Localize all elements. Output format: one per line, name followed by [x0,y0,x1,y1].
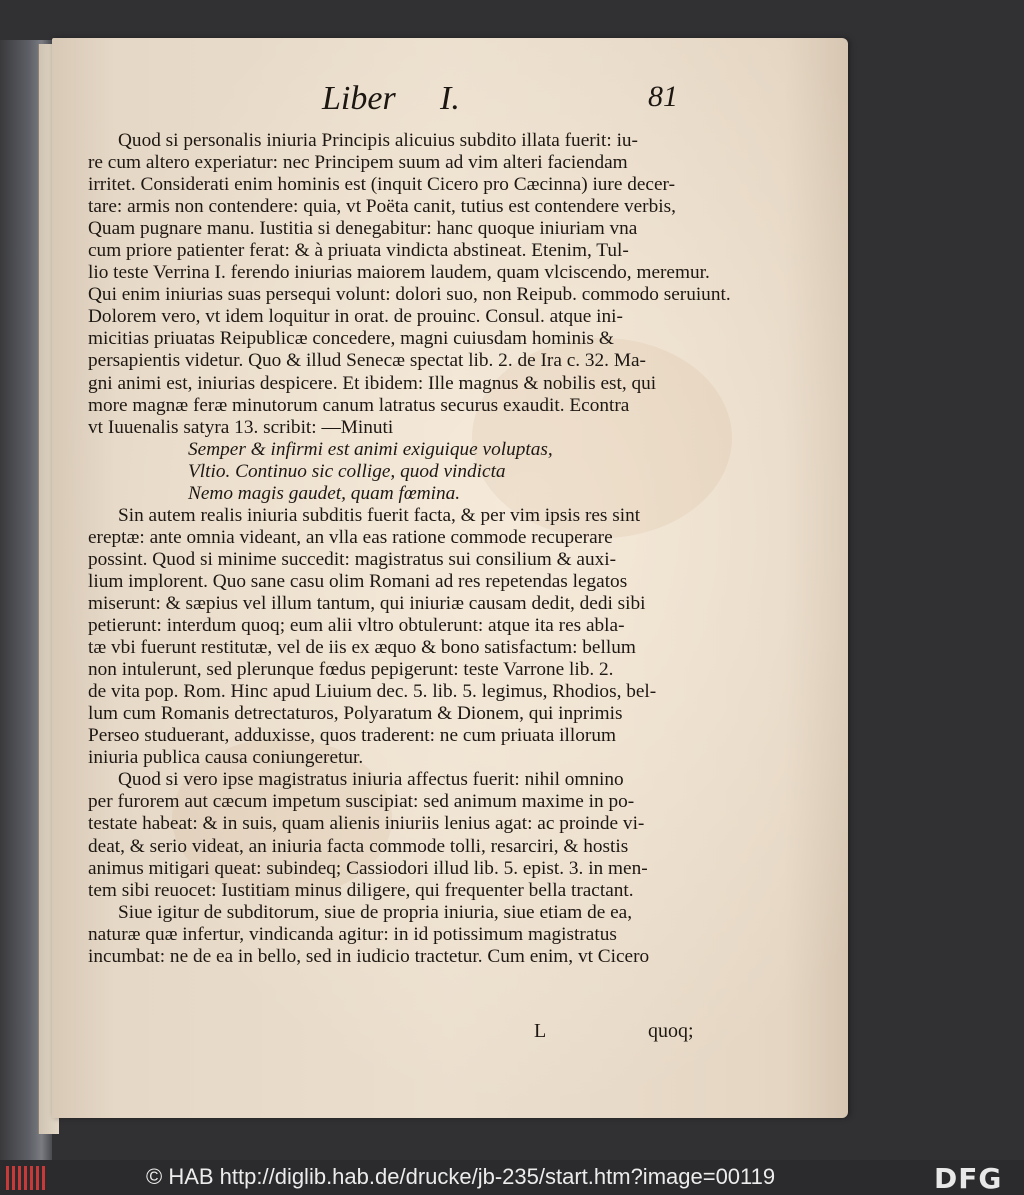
text-line: naturæ quæ infertur, vindicanda agitur: in id potissimum magistratus [88,923,617,945]
text-line: incumbat: ne de ea in bello, sed in iudicio tractetur. Cum enim, vt Cicero [88,945,650,967]
text-line: gni animi est, iniurias despicere. Et ibidem: Ille magnus & nobilis est, qui [88,372,657,394]
text-line: iniuria publica causa coniungeretur. [88,747,364,769]
dfg-logo[interactable]: DFG [934,1162,1003,1195]
text-line: miserunt: & sæpius vel illum tantum, qui iniuriæ causam dedit, dedi sibi [88,592,646,614]
catchword: quoq; [648,1020,694,1042]
text-line: ereptæ: ante omnia videant, an vlla eas ratione commode recuperare [88,526,613,548]
text-line: testate habeat: & in suis, quam alienis iniuriis lenius agat: ac proinde vi- [88,813,645,835]
folio-number: 81 [648,80,678,113]
text-line: Semper & infirmi est animi exiguique voluptas, [188,438,553,460]
text-line: deat, & serio videat, an iniuria facta commode tolli, resarciri, & hostis [88,835,629,857]
text-line: tæ vbi fuerunt restitutæ, vel de iis ex æquo & bono satisfactum: bellum [88,637,636,659]
text-line: Quam pugnare manu. Iustitia si denegabitur: hanc quoque iniuriam vna [88,218,638,240]
footer-bar [0,1160,1024,1195]
text-line: vt Iuuenalis satyra 13. scribit: —Minuti [88,416,394,438]
text-line: animus mitigari queat: subindeq; Cassiodori illud lib. 5. epist. 3. in men- [88,857,648,879]
copyright-link[interactable]: © HAB http://diglib.hab.de/drucke/jb-235/start.htm?image=00119 [146,1164,776,1189]
library-stripes-icon [6,1166,46,1190]
text-line: more magnæ feræ minutorum canum latratus securus exaudit. Econtra [88,394,630,416]
text-line: per furorem aut cæcum impetum suscipiat: sed animum maxime in po- [88,791,635,813]
text-line: tare: armis non contendere: quia, vt Poëta canit, tutius est contendere verbis, [88,196,676,218]
text-line: Perseo studuerant, adduxisse, quos traderent: ne cum priuata illorum [88,725,616,747]
text-line: lum cum Romanis detrectaturos, Polyaratum & Dionem, qui inprimis [88,703,623,725]
text-line: re cum altero experiatur: nec Principem suum ad vim alteri faciendam [88,152,628,174]
text-line: non intulerunt, sed plerunque fœdus pepigerunt: teste Varrone lib. 2. [88,659,614,681]
text-line: Nemo magis gaudet, quam fœmina. [188,482,461,504]
text-line: irritet. Considerati enim hominis est (inquit Cicero pro Cæcinna) iure decer- [88,174,676,196]
signature-mark: L [534,1020,547,1042]
body-text [88,130,731,968]
text-line: petierunt: interdum quoq; eum alii vltro obtulerunt: atque ita res abla- [88,615,625,637]
text-line: micitias priuatas Reipublicæ concedere, magni cuiusdam hominis & [88,328,614,350]
text-line: Siue igitur de subditorum, siue de propria iniuria, siue etiam de ea, [118,901,633,923]
book-page [52,38,848,1118]
text-line: de vita pop. Rom. Hinc apud Liuium dec. 5. lib. 5. legimus, Rhodios, bel- [88,681,657,703]
text-line: Vltio. Continuo sic collige, quod vindicta [188,460,506,482]
text-line: Quod si personalis iniuria Principis alicuius subdito illata fuerit: iu- [118,130,638,151]
running-head-liber: Liber [322,80,396,117]
text-line: Qui enim iniurias suas persequi volunt: dolori suo, non Reipub. commodo seruiunt. [88,284,731,306]
text-line: cum priore patienter ferat: & à priuata vindicta abstineat. Etenim, Tul- [88,240,629,262]
running-head-numeral: I. [440,80,460,117]
text-line: lium implorent. Quo sane casu olim Romani ad res repetendas legatos [88,570,628,592]
text-line: possint. Quod si minime succedit: magistratus sui consilium & auxi- [88,548,617,570]
text-line: tem sibi reuocet: Iustitiam minus diligere, qui frequenter bella tractant. [88,879,634,901]
text-line: lio teste Verrina I. ferendo iniurias maiorem laudem, quam vlciscendo, meremur. [88,262,710,284]
text-line: Quod si vero ipse magistratus iniuria affectus fuerit: nihil omnino [118,769,624,791]
text-line: Sin autem realis iniuria subditis fuerit facta, & per vim ipsis res sint [118,504,641,526]
text-line: persapientis videtur. Quo & illud Senecæ spectat lib. 2. de Ira c. 32. Ma- [88,350,646,372]
text-line: Dolorem vero, vt idem loquitur in orat. de prouinc. Consul. atque ini- [88,306,623,328]
